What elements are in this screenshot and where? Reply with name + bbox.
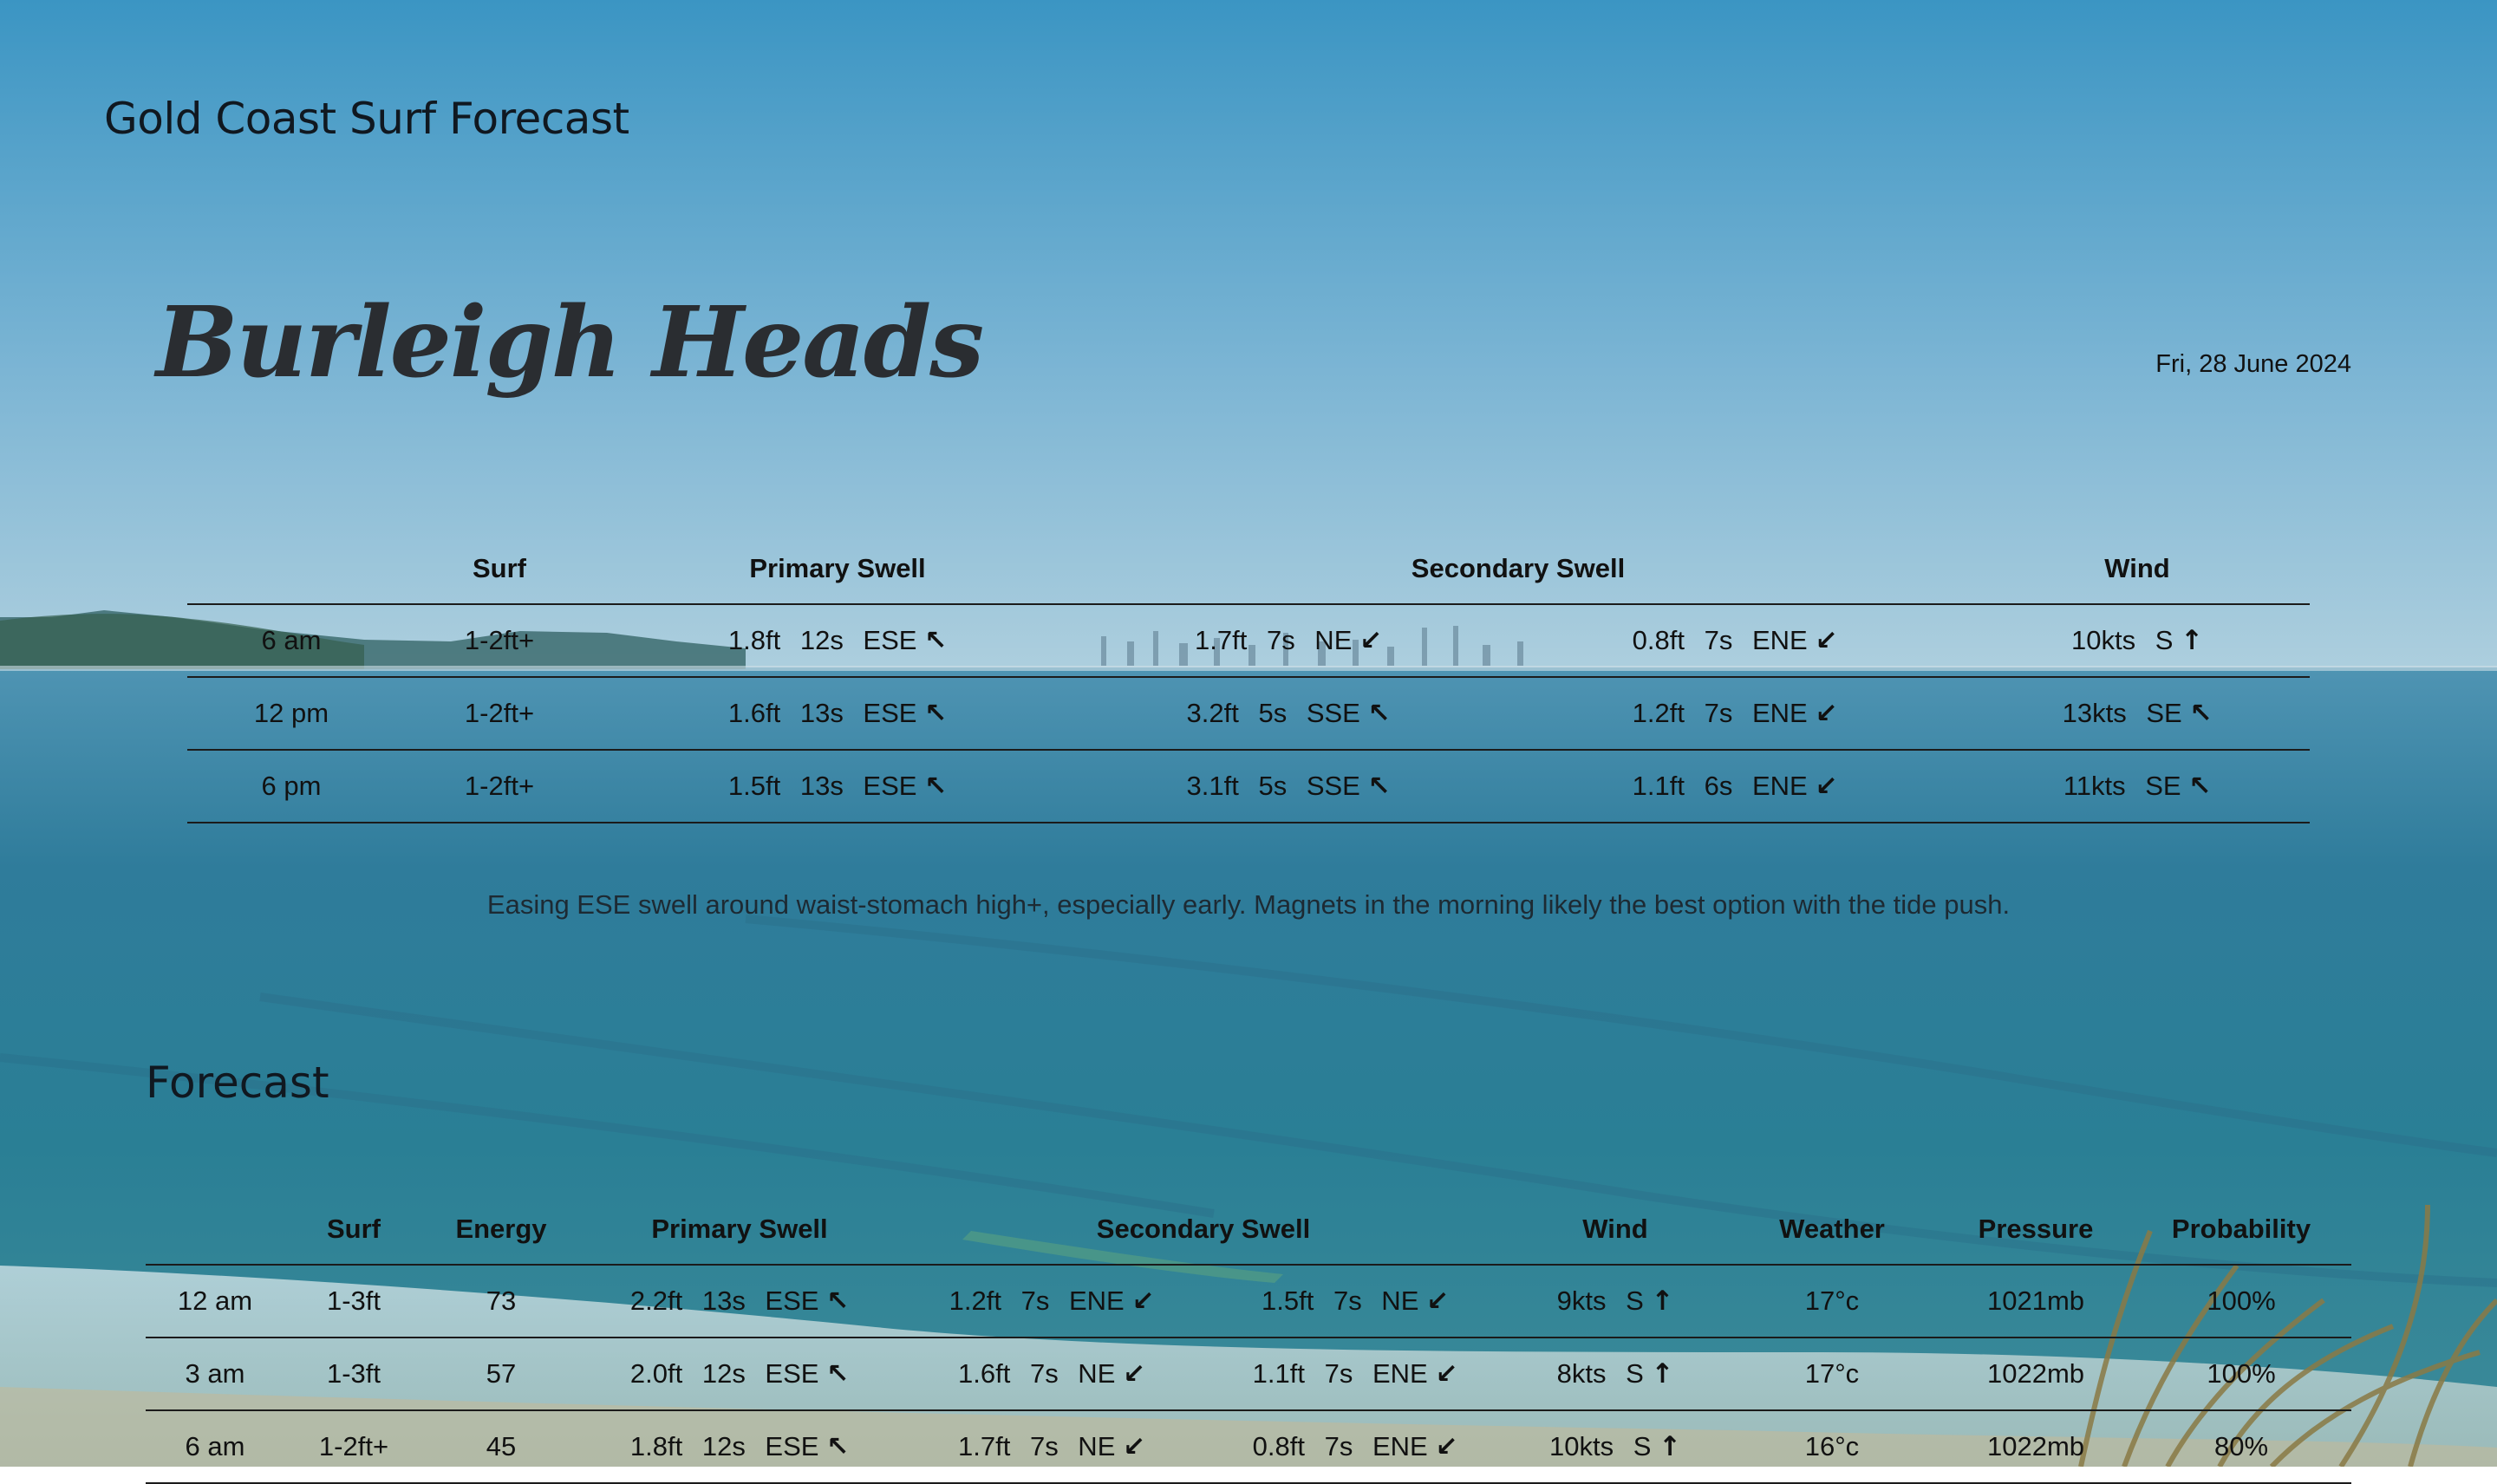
secondary-swell-value: 0.8ft 7s ENE (1252, 1431, 1428, 1461)
secondary-swell-value: 1.1ft 7s ENE (1252, 1358, 1428, 1389)
secondary-swell-value: 1.1ft 6s ENE (1632, 771, 1808, 801)
weather-header: Weather (1779, 1214, 1885, 1244)
secondary-swell-value: 1.7ft 7s NE (958, 1431, 1116, 1461)
arrow-southwest-icon: ↙ (1815, 771, 1838, 802)
arrow-southwest-icon: ↙ (1815, 625, 1838, 656)
energy-cell: 73 (486, 1285, 517, 1316)
secondary-swell-cell (1505, 677, 1965, 750)
arrow-northwest-icon: ↖ (924, 698, 948, 729)
pressure-cell: 1022mb (1986, 1358, 2085, 1389)
wind-cell (1965, 750, 2310, 823)
surf-cell: 1-2ft+ (464, 698, 535, 728)
site-title[interactable]: Gold Coast Surf Forecast (104, 94, 629, 144)
secondary-swell-value: 1.6ft 7s NE (958, 1358, 1116, 1389)
secondary-swell-value: 0.8ft 7s ENE (1632, 625, 1808, 655)
primary-swell-header: Primary Swell (651, 1214, 828, 1244)
wind-value: 10kts S (2071, 625, 2174, 655)
arrow-southwest-icon: ↙ (1359, 625, 1382, 656)
time-cell: 3 am (185, 1358, 245, 1389)
primary-swell-cell (603, 750, 1072, 823)
forecast-heading: Forecast (146, 1058, 329, 1108)
energy-header: Energy (455, 1214, 547, 1244)
primary-swell-cell (579, 1338, 900, 1410)
probability-cell: 100% (2207, 1358, 2276, 1389)
forecast-header-row (146, 1194, 2351, 1265)
arrow-northwest-icon: ↖ (924, 625, 948, 656)
arrow-northwest-icon: ↖ (2188, 771, 2212, 802)
primary-swell-cell (579, 1410, 900, 1483)
spot-name: Burleigh Heads (156, 286, 983, 400)
table-row (187, 750, 2310, 823)
primary-swell-value: 1.8ft 12s ESE (629, 1431, 819, 1461)
time-header (187, 534, 395, 604)
time-cell: 12 am (177, 1285, 253, 1316)
wind-cell (1965, 677, 2310, 750)
table-row (146, 1265, 2351, 1338)
arrow-northwest-icon: ↖ (2189, 698, 2213, 729)
secondary-swell-cell (1203, 1265, 1507, 1338)
secondary-swell-cell (900, 1410, 1203, 1483)
arrow-northwest-icon: ↖ (1367, 698, 1391, 729)
secondary-swell-header: Secondary Swell (1411, 553, 1626, 583)
secondary-swell-value: 1.2ft 7s ENE (1632, 698, 1808, 728)
secondary-swell-cell (1072, 677, 1505, 750)
secondary-swell-cell (1505, 604, 1965, 677)
arrow-north-icon: ↑ (1651, 1358, 1674, 1390)
wind-value: 9kts S (1556, 1285, 1644, 1316)
surf-cell: 1-3ft (326, 1358, 381, 1389)
surf-cell: 1-2ft+ (318, 1431, 389, 1461)
surf-report-summary: Easing ESE swell around waist-stomach high+, especially early. Magnets in the morning likely the best option with the tide push. (486, 889, 2011, 920)
energy-cell: 57 (486, 1358, 517, 1389)
table-row (187, 604, 2310, 677)
secondary-swell-cell (1203, 1338, 1507, 1410)
wind-header: Wind (1582, 1214, 1648, 1244)
arrow-north-icon: ↑ (2181, 625, 2203, 656)
wind-cell (1507, 1338, 1724, 1410)
secondary-swell-value: 1.5ft 7s NE (1262, 1285, 1419, 1316)
energy-cell: 45 (486, 1431, 517, 1461)
primary-swell-value: 2.0ft 12s ESE (629, 1358, 819, 1389)
secondary-swell-value: 1.7ft 7s NE (1195, 625, 1353, 655)
arrow-northwest-icon: ↖ (826, 1431, 850, 1462)
time-header (146, 1194, 284, 1265)
arrow-southwest-icon: ↙ (1131, 1285, 1155, 1317)
weather-cell: 17°c (1804, 1358, 1860, 1389)
time-cell: 6 pm (261, 771, 322, 801)
surf-cell: 1-3ft (326, 1285, 381, 1316)
today-conditions-table (187, 534, 2310, 823)
secondary-swell-cell (1203, 1410, 1507, 1483)
pressure-cell: 1021mb (1986, 1285, 2085, 1316)
weather-cell: 17°c (1804, 1285, 1860, 1316)
secondary-swell-value: 3.1ft 5s SSE (1186, 771, 1360, 801)
primary-swell-cell (603, 604, 1072, 677)
surf-cell: 1-2ft+ (464, 771, 535, 801)
wind-cell (1507, 1410, 1724, 1483)
table-row (187, 677, 2310, 750)
probability-header: Probability (2171, 1214, 2311, 1244)
probability-cell: 80% (2213, 1431, 2269, 1461)
secondary-swell-cell (1505, 750, 1965, 823)
surf-header: Surf (327, 1214, 381, 1244)
arrow-southwest-icon: ↙ (1123, 1431, 1145, 1462)
secondary-swell-cell (900, 1338, 1203, 1410)
surf-cell: 1-2ft+ (464, 625, 535, 655)
wind-value: 10kts S (1549, 1431, 1652, 1461)
arrow-southwest-icon: ↙ (1426, 1285, 1449, 1317)
pressure-cell: 1022mb (1986, 1431, 2085, 1461)
arrow-north-icon: ↑ (1659, 1431, 1681, 1462)
arrow-north-icon: ↑ (1651, 1285, 1674, 1317)
arrow-southwest-icon: ↙ (1815, 698, 1838, 729)
surf-header: Surf (473, 553, 526, 583)
primary-swell-value: 2.2ft 13s ESE (629, 1285, 819, 1316)
wind-cell (1965, 604, 2310, 677)
secondary-swell-cell (1072, 604, 1505, 677)
wind-header: Wind (2104, 553, 2170, 583)
forecast-date: Fri, 28 June 2024 (2155, 350, 2351, 378)
wind-cell (1507, 1265, 1724, 1338)
arrow-northwest-icon: ↖ (826, 1285, 850, 1317)
arrow-southwest-icon: ↙ (1435, 1431, 1458, 1462)
primary-swell-cell (603, 677, 1072, 750)
secondary-swell-cell (900, 1265, 1203, 1338)
time-cell: 12 pm (253, 698, 329, 728)
arrow-northwest-icon: ↖ (924, 771, 948, 802)
wind-value: 8kts S (1556, 1358, 1644, 1389)
primary-swell-value: 1.5ft 13s ESE (727, 771, 917, 801)
today-header-row (187, 534, 2310, 604)
arrow-northwest-icon: ↖ (1367, 771, 1391, 802)
secondary-swell-value: 3.2ft 5s SSE (1186, 698, 1360, 728)
forecast-table (146, 1194, 2351, 1484)
time-cell: 6 am (185, 1431, 245, 1461)
arrow-southwest-icon: ↙ (1123, 1358, 1145, 1390)
table-row (146, 1338, 2351, 1410)
primary-swell-header: Primary Swell (749, 553, 926, 583)
arrow-northwest-icon: ↖ (826, 1358, 850, 1390)
wind-value: 11kts SE (2063, 771, 2181, 801)
table-row (146, 1410, 2351, 1483)
weather-cell: 16°c (1804, 1431, 1860, 1461)
secondary-swell-value: 1.2ft 7s ENE (949, 1285, 1125, 1316)
wind-value: 13kts SE (2062, 698, 2182, 728)
primary-swell-value: 1.8ft 12s ESE (727, 625, 917, 655)
primary-swell-value: 1.6ft 13s ESE (727, 698, 917, 728)
time-cell: 6 am (261, 625, 322, 655)
secondary-swell-header: Secondary Swell (1096, 1214, 1311, 1244)
arrow-southwest-icon: ↙ (1435, 1358, 1458, 1390)
pressure-header: Pressure (1978, 1214, 2094, 1244)
secondary-swell-cell (1072, 750, 1505, 823)
probability-cell: 100% (2207, 1285, 2276, 1316)
primary-swell-cell (579, 1265, 900, 1338)
